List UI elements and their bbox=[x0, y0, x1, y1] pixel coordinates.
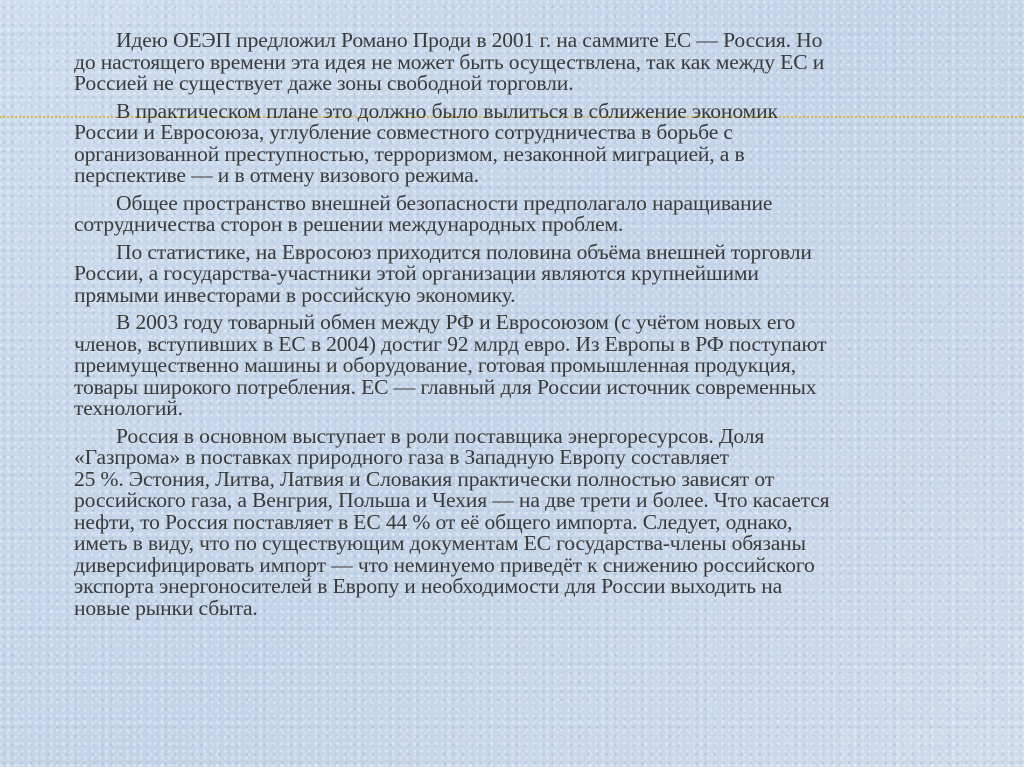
text-line: преимущественно машины и оборудование, готовая промышленная продукция, bbox=[74, 353, 796, 377]
paragraph-2 bbox=[74, 98, 974, 187]
text-line: нефти, то Россия поставляет в ЕС 44 % от её общего импорта. Следует, однако, bbox=[74, 509, 793, 534]
text-line: до настоящего времени эта идея не может быть осуществлена, так как между ЕС и bbox=[74, 49, 825, 74]
text-line: В практическом плане это должно было вылиться в сближение экономик bbox=[116, 98, 778, 123]
paragraph-5 bbox=[74, 312, 974, 420]
text-line: Идею ОЕЭП предложил Романо Проди в 2001 г. на саммите ЕС — Россия. Но bbox=[116, 28, 823, 52]
paragraph-6 bbox=[74, 423, 974, 620]
text-line: российского газа, а Венгрия, Польша и Чехия — на две трети и более. Что касается bbox=[74, 488, 830, 512]
text-line: России и Евросоюза, углубление совместного сотрудничества в борьбе с bbox=[74, 120, 733, 144]
text-line: Россией не существует даже зоны свободной торговли. bbox=[74, 71, 574, 95]
text-line: членов, вступивших в ЕС в 2004) достиг 92 млрд евро. Из Европы в РФ поступают bbox=[74, 331, 827, 356]
text-line: иметь в виду, что по существующим документам ЕС государства-члены обязаны bbox=[74, 531, 806, 555]
text-line: По статистике, на Евросоюз приходится половина объёма внешней торговли bbox=[116, 239, 812, 264]
paragraph-4 bbox=[74, 239, 974, 307]
text-line: технологий. bbox=[74, 396, 183, 420]
text-line: сотрудничества сторон в решении международных проблем. bbox=[74, 212, 624, 236]
text-line: В 2003 году товарный обмен между РФ и Евросоюзом (с учётом новых его bbox=[116, 310, 796, 334]
text-line: «Газпрома» в поставках природного газа в Западную Европу составляет bbox=[74, 445, 729, 469]
text-line: диверсифицировать импорт — что неминуемо приведёт к снижению российского bbox=[74, 552, 815, 577]
text-line: прямыми инвесторами в российскую экономику. bbox=[74, 282, 516, 307]
text-line: Общее пространство внешней безопасности предполагало наращивание bbox=[116, 190, 773, 215]
body-text bbox=[74, 30, 974, 625]
text-line: организованной преступностью, терроризмом, незаконной миграцией, а в bbox=[74, 141, 745, 166]
text-line: 25 %. Эстония, Литва, Латвия и Словакия практически полностью зависят от bbox=[74, 466, 774, 491]
paragraph-3 bbox=[74, 190, 974, 236]
text-line: России, а государства-участники этой организации являются крупнейшими bbox=[74, 261, 759, 285]
paragraph-1 bbox=[74, 30, 974, 95]
text-line: Россия в основном выступает в роли поставщика энергоресурсов. Доля bbox=[116, 423, 765, 448]
text-line: новые рынки сбыта. bbox=[74, 595, 258, 620]
text-line: экспорта энергоносителей в Европу и необходимости для России выходить на bbox=[74, 574, 783, 598]
text-line: перспективе — и в отмену визового режима. bbox=[74, 163, 479, 187]
text-line: товары широкого потребления. ЕС — главный для России источник современных bbox=[74, 374, 817, 399]
